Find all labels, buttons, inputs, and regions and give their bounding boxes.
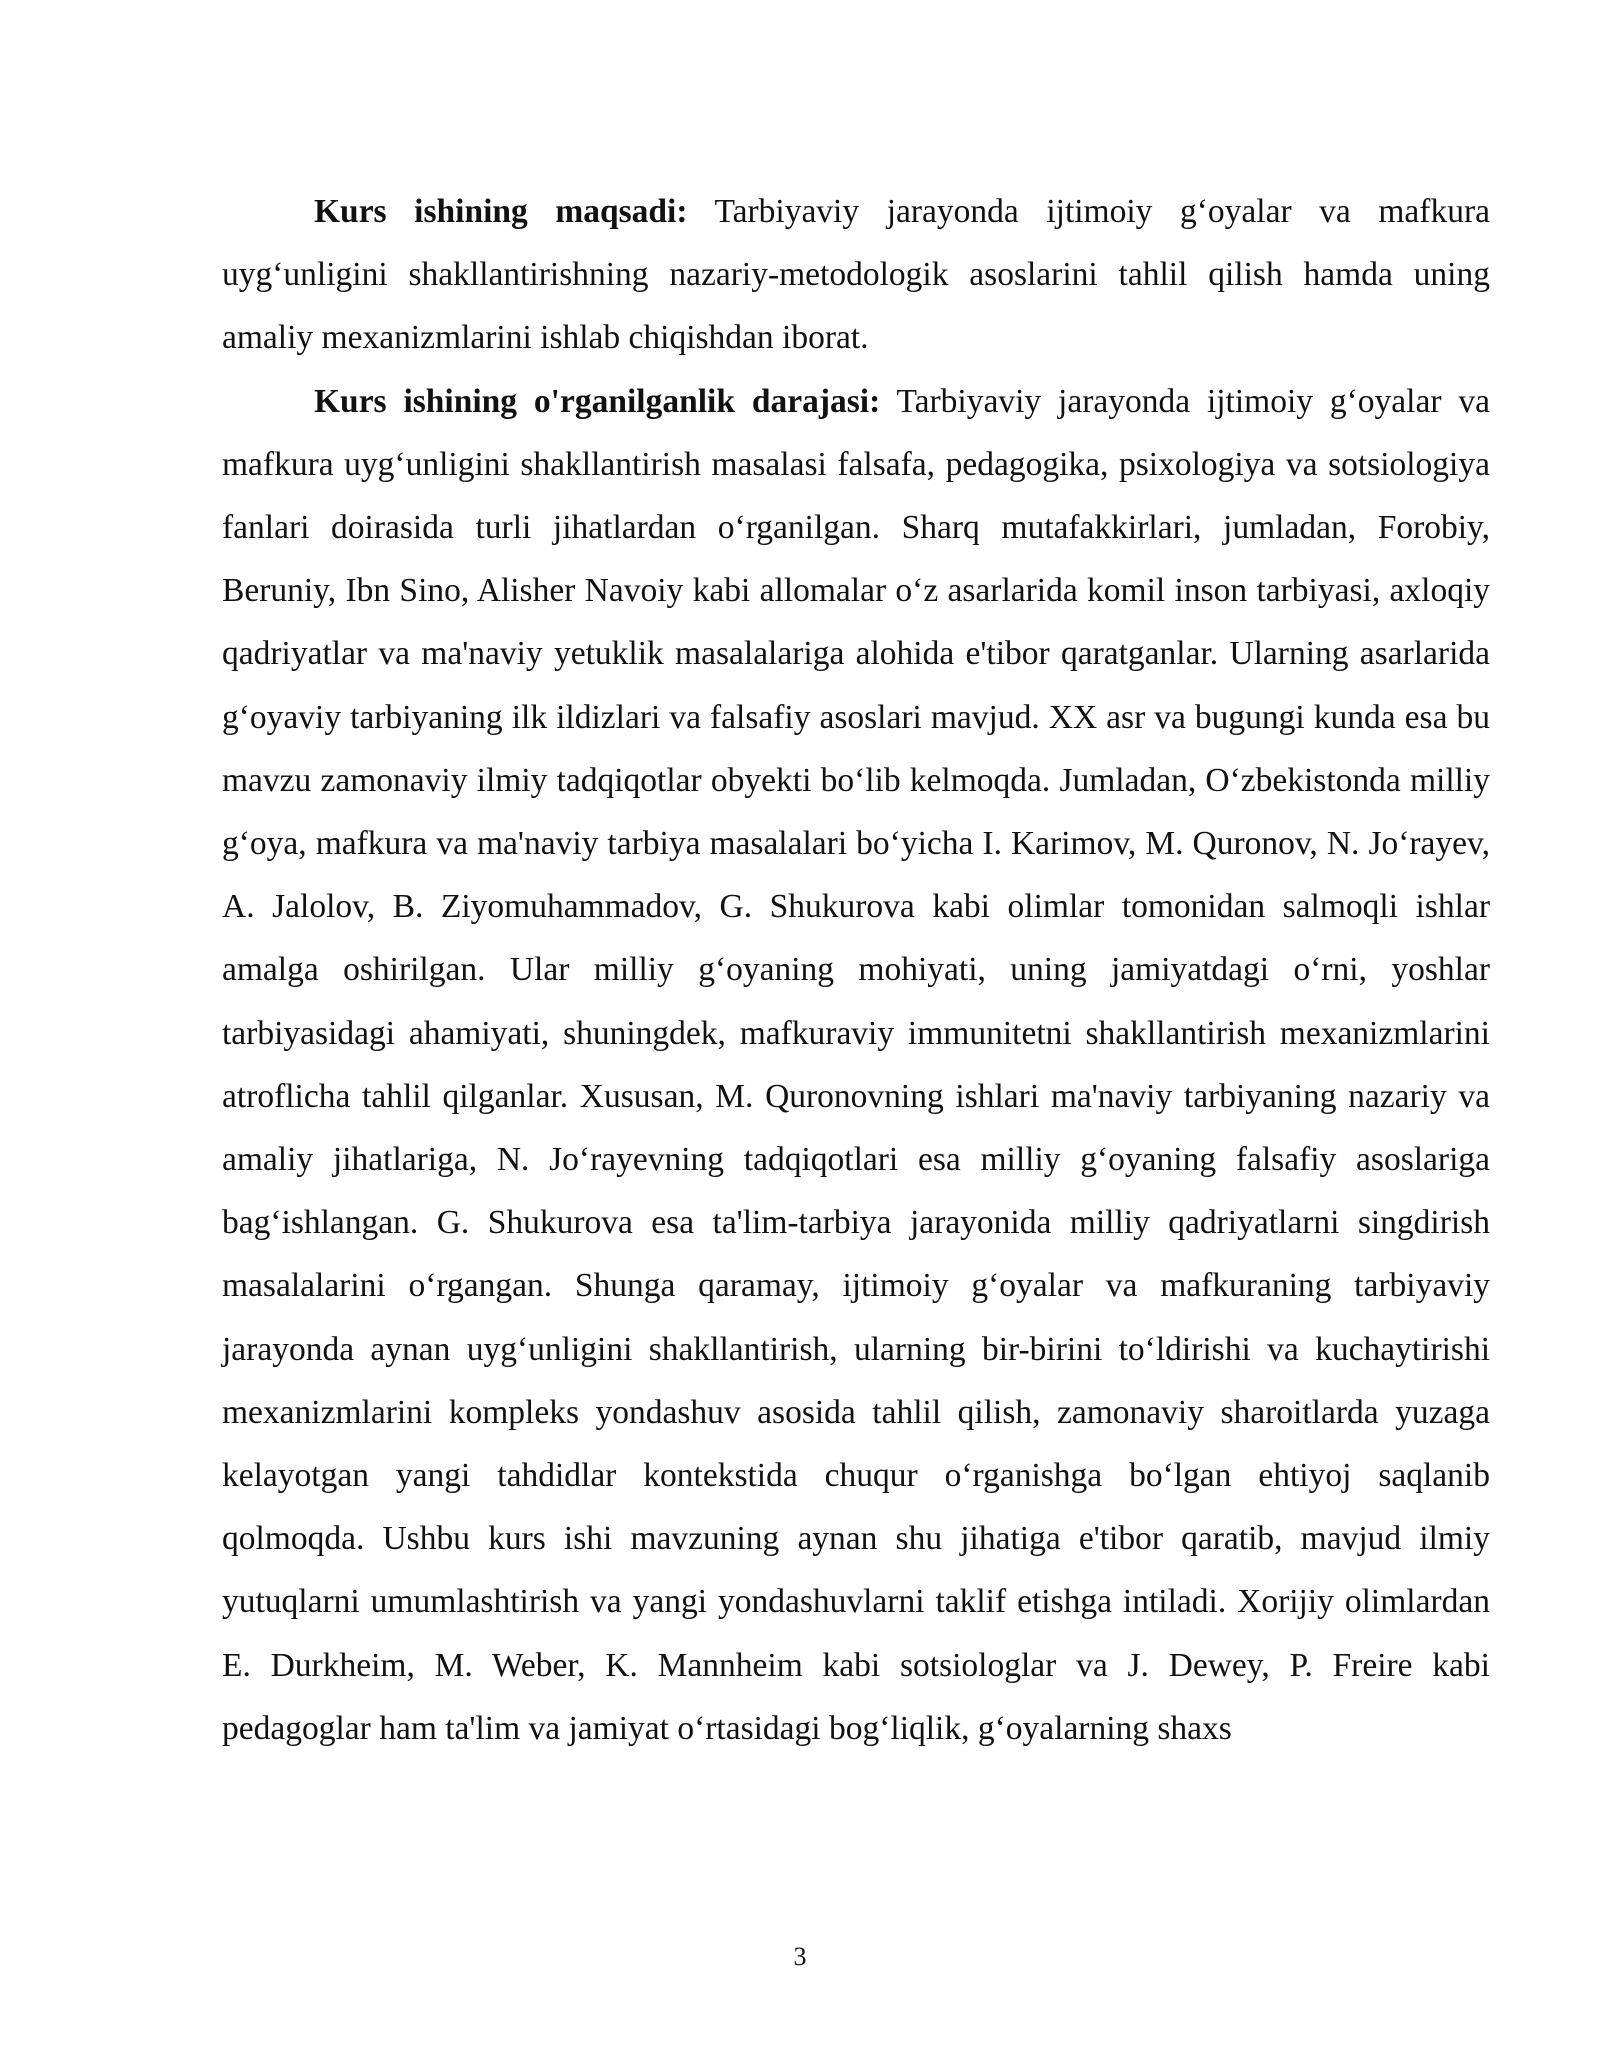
page-number: 3 (793, 1942, 807, 1971)
document-body (222, 180, 1490, 1760)
paragraph-text: Tarbiyaviy jarayonda ijtimoiy g‘oyalar va mafkura uyg‘unligini shakllantirish masalasi falsafa, pedagogika, psixologiya va sotsiologiya fanlari doirasida turli jihatlardan o‘rganilgan. Sharq mutafakkirlari, jumladan, Forobiy, Beruniy, Ibn Sino, Alisher Navoiy kabi allomalar o‘z asarlarida komil inson tarbiyasi, axloqiy qadriyatlar va ma'naviy yetuklik masalalariga alohida e'tibor qaratganlar. Ularning asarlarida g‘oyaviy tarbiyaning ilk ildizlari va falsafiy asoslari mavjud. XX asr va bugungi kunda esa bu mavzu zamonaviy ilmiy tadqiqotlar obyekti bo‘lib kelmoqda. Jumladan, O‘zbekistonda milliy g‘oya, mafkura va ma'naviy tarbiya masalalari bo‘yicha I. Karimov, M. Quronov, N. Jo‘rayev, A. Jalolov, B. Ziyomuhammadov, G. Shukurova kabi olimlar tomonidan salmoqli ishlar amalga oshirilgan. Ular milliy g‘oyaning mohiyati, uning jamiyatdagi o‘rni, yoshlar tarbiyasidagi ahamiyati, shuningdek, mafkuraviy immunitetni shakllantirish mexanizmlarini atroflicha tahlil qilganlar. Xususan, M. Quronovning ishlari ma'naviy tarbiyaning nazariy va amaliy jihatlariga, N. Jo‘rayevning tadqiqotlari esa milliy g‘oyaning falsafiy asoslariga bag‘ishlangan. G. Shukurova esa ta'lim-tarbiya jarayonida milliy qadriyatlarni singdirish masalalarini o‘rgangan. Shunga qaramay, ijtimoiy g‘oyalar va mafkuraning tarbiyaviy jarayonda aynan uyg‘unligini shakllantirish, ularning bir-birini to‘ldirishi va kuchaytirishi mexanizmlarini kompleks yondashuv asosida tahlil qilish, zamonaviy sharoitlarda yuzaga kelayotgan yangi tahdidlar kontekstida chuqur o‘rganishga bo‘lgan ehtiyoj saqlanib qolmoqda. Ushbu kurs ishi mavzuning aynan shu jihatiga e'tibor qaratib, mavjud ilmiy yutuqlarni umumlashtirish va yangi yondashuvlarni taklif etishga intiladi. Xorijiy olimlardan E. Durkheim, M. Weber, K. Mannheim kabi sotsiologlar va J. Dewey, P. Freire kabi pedagoglar ham ta'lim va jamiyat o‘rtasidagi bog‘liqlik, g‘oyalarning shaxs (222, 382, 1490, 1747)
paragraph-heading: Kurs ishining o'rganilganlik darajasi: (314, 382, 881, 420)
paragraph-heading: Kurs ishining maqsadi: (314, 193, 688, 230)
paragraph-purpose (222, 180, 1490, 370)
paragraph-text: Tarbiyaviy jarayonda ijtimoiy g‘oyalar va mafkura uyg‘unligini shakllantirishning nazariy-metodologik asoslarini tahlil qilish hamda uning amaliy mexanizmlarini ishlab chiqishdan iborat. (222, 193, 1490, 357)
paragraph-research-level (222, 370, 1490, 1760)
